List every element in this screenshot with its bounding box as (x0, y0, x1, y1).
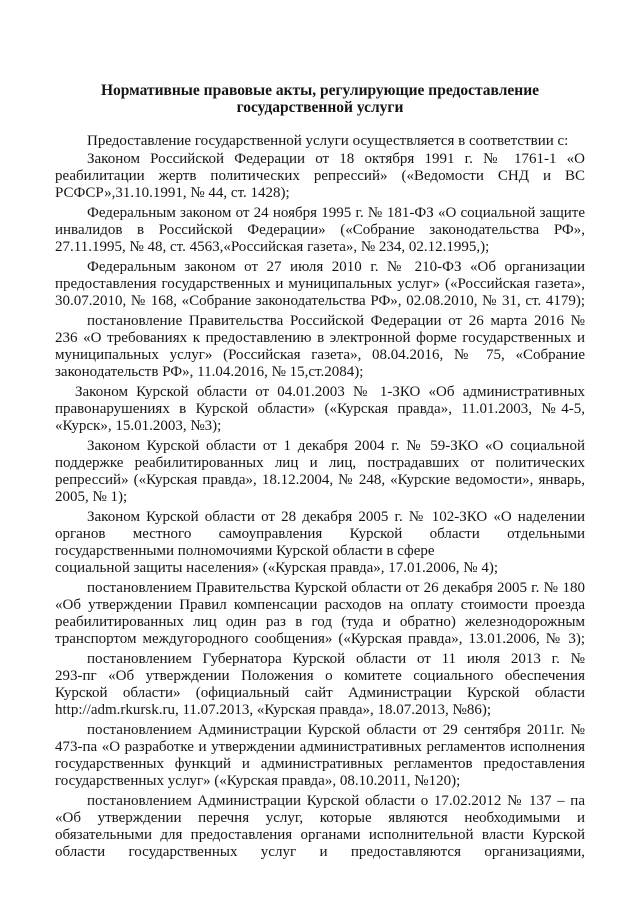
text-line: Законом Курской области от 04.01.2003 № 1-ЗКО «Об административных (75, 384, 585, 400)
text-line: органов местного самоуправления Курской области отдельными (55, 526, 585, 542)
text-line: законодательств РФ», 11.04.2016, № 15,ст.2084); (55, 364, 364, 380)
text-line: инвалидов в Российской Федерации» («Собрание законодательства РФ», (55, 222, 585, 238)
text-line: постановлением Губернатора Курской области от 11 июля 2013 г. № (87, 651, 585, 667)
text-line: 293-пг «Об утверждении Положения о комитете социального обеспечения (55, 668, 585, 684)
text-line: социальной защиты населения» («Курская правда», 17.01.2006, № 4); (55, 560, 499, 576)
text-line: государственных функций и административных регламентов предоставления (55, 756, 585, 772)
text-line: постановлением Администрации Курской области от 29 сентября 2011г. № (87, 722, 585, 738)
text-line: 27.11.1995, № 48, ст. 4563,«Российская газета», № 234, 02.12.1995,); (55, 239, 490, 255)
text-line: транспортом междугородного сообщения» («Курская правда», 13.01.2006, № 3); (55, 631, 585, 647)
text-line: «Об утверждении Правил компенсации расходов на оплату стоимости проезда (55, 597, 585, 613)
text-line: РСФСР»,31.10.1991, № 44, ст. 1428); (55, 185, 290, 201)
intro-line: Предоставление государственной услуги осуществляется в соответствии с: (87, 133, 569, 149)
text-line: области государственных услуг и предоставляются организациями, (55, 844, 585, 860)
text-line: репрессий» («Курская правда», 18.12.2004, № 248, «Курские ведомости», январь, (55, 472, 585, 488)
text-line: 236 «О требованиях к предоставлению в электронной форме государственных и (55, 330, 585, 346)
text-line: реабилитированных лиц один раз в год (туда и обратно) железнодорожным (55, 614, 585, 630)
text-line: 30.07.2010, № 168, «Собрание законодательства РФ», 02.08.2010, № 31, ст. 4179); (55, 293, 585, 309)
text-line: Законом Российской Федерации от 18 октября 1991 г. № 1761-1 «О (87, 151, 585, 167)
text-line: реабилитации жертв политических репрессий» («Ведомости СНД и ВС (55, 168, 585, 184)
document-title-line-1: Нормативные правовые акты, регулирующие предоставление (100, 82, 540, 99)
text-line-with-link: http://adm.rkursk.ru, 11.07.2013, «Курская правда», 18.07.2013, №86); (55, 702, 491, 718)
text-line: постановление Правительства Российской Федерации от 26 марта 2016 № (87, 313, 585, 329)
text-line: предоставления государственных и муниципальных услуг» («Российская газета», (55, 276, 585, 292)
text-line: постановлением Правительства Курской области от 26 декабря 2005 г. № 180 (87, 580, 585, 596)
text-line: Федеральным законом от 27 июля 2010 г. № 210-ФЗ «Об организации (87, 259, 585, 275)
text-line: «Об утверждении перечня услуг, которые являются необходимыми и (55, 810, 585, 826)
text-line: Законом Курской области от 28 декабря 2005 г. № 102-ЗКО «О наделении (87, 509, 585, 525)
text-line: обязательными для предоставления органами исполнительной власти Курской (55, 827, 585, 843)
text-line: постановлением Администрации Курской области о 17.02.2012 № 137 – па (87, 793, 585, 809)
document-title-line-2: государственной услуги (236, 99, 404, 116)
text-line: «Курск», 15.01.2003, №3); (55, 418, 222, 434)
text-line: государственных услуг» («Курская правда», 08.10.2011, №120); (55, 773, 461, 789)
text-line: Законом Курской области от 1 декабря 2004 г. № 59-ЗКО «О социальной (87, 438, 585, 454)
text-line: 473-па «О разработке и утверждении административных регламентов исполнения (55, 739, 585, 755)
text-line: Курской области» (официальный сайт Администрации Курской области (55, 685, 585, 701)
text-line: правонарушениях в Курской области» («Курская правда», 11.01.2003, №4-5, (55, 401, 585, 417)
text-line: муниципальных услуг» (Российская газета», 08.04.2016, № 75, «Собрание (55, 347, 585, 363)
text-line: государственными полномочиями Курской области в сфере (55, 543, 435, 559)
text-line: Федеральным законом от 24 ноября 1995 г. № 181-ФЗ «О социальной защите (87, 205, 585, 221)
text-line: поддержке реабилитированных лиц и лиц, пострадавших от политических (55, 455, 585, 471)
text-line: 2005, № 1); (55, 489, 128, 505)
